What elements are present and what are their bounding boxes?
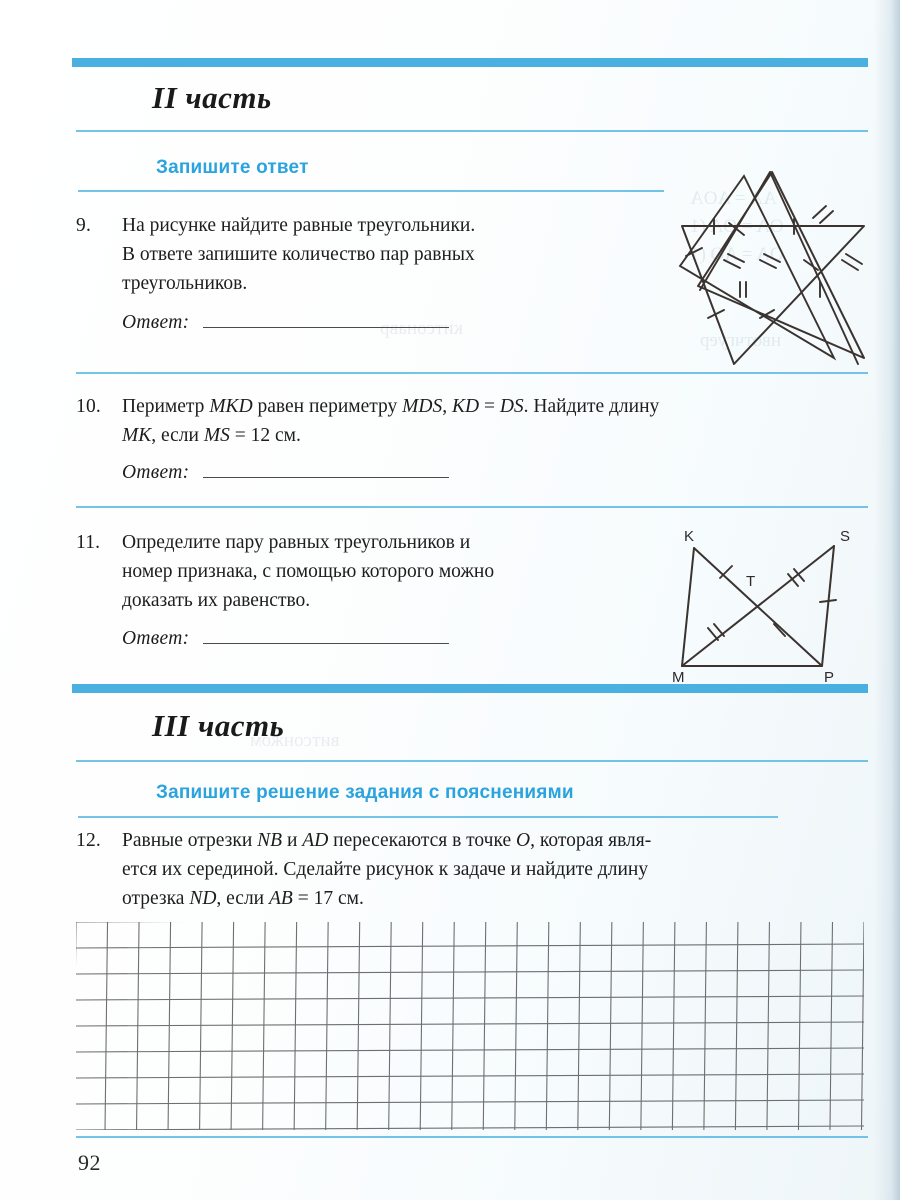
question-9 — [76, 211, 676, 298]
question-10-answer — [122, 462, 449, 484]
part-3-title — [152, 708, 284, 744]
question-9-number: 9. — [76, 215, 92, 236]
part-2-rule-bottom — [78, 190, 664, 192]
part-3-title-word: часть — [197, 708, 285, 743]
question-11-line-1: Определите пару равных треугольников и — [122, 532, 471, 553]
question-9-answer — [122, 312, 449, 334]
question-11-answer — [122, 628, 449, 650]
question-9-text — [122, 211, 475, 298]
question-9-answer-blank[interactable] — [203, 314, 449, 328]
question-12-line-1: Равные отрезки NB и AD пересекаются в точке O, которая явля- — [122, 830, 652, 851]
part-2-title — [152, 80, 272, 116]
figure-ktsp-label-M: M — [672, 669, 685, 684]
question-9-line-2: В ответе запишите количество пар равных — [122, 244, 475, 265]
question-11-answer-label: Ответ: — [122, 628, 190, 649]
part-3-rule-top — [76, 760, 868, 762]
question-11-number: 11. — [76, 532, 101, 553]
part-3-rule-bottom — [78, 816, 778, 818]
question-12-line-3: отрезка ND, если AB = 17 см. — [122, 888, 364, 909]
question-10-line-1: Периметр MKD равен периметру MDS, KD = DS. Найдите длину — [122, 396, 660, 417]
figure-ktsp-label-K: K — [684, 528, 695, 545]
figure-ktsp-label-T: T — [746, 573, 756, 590]
question-11-line-2: номер признака, с помощью которого можно — [122, 561, 495, 582]
part-3-top-bar — [72, 684, 868, 693]
question-11-text — [122, 528, 494, 615]
question-11-answer-blank[interactable] — [203, 630, 449, 644]
question-10-text — [122, 392, 659, 450]
page-number: 92 — [78, 1150, 101, 1175]
answer-grid[interactable] — [76, 922, 864, 1130]
part-2-top-bar — [72, 58, 868, 67]
figure-ktsp-label-S: S — [840, 528, 851, 545]
question-11-line-3: доказать их равенство. — [122, 590, 311, 611]
question-10-separator — [76, 506, 868, 508]
question-12-line-2: ется их серединой. Сделайте рисунок к задаче и найдите длину — [122, 859, 649, 880]
question-9-line-1: На рисунке найдите равные треугольники. — [122, 215, 476, 236]
question-12-number: 12. — [76, 830, 101, 851]
question-9-line-3: треугольников. — [122, 273, 248, 294]
question-10-answer-blank[interactable] — [203, 464, 449, 478]
question-10 — [76, 392, 876, 450]
question-9-separator — [76, 372, 868, 374]
question-12 — [76, 826, 886, 913]
part-2-title-roman: II — [152, 80, 178, 115]
part-3-title-roman: III — [152, 708, 190, 743]
question-11 — [76, 528, 676, 615]
figure-ktsp — [672, 524, 862, 684]
figure-ktsp-label-P: P — [824, 669, 835, 684]
part-2-instruction: Запишите ответ — [156, 157, 309, 178]
part-2-rule-top — [76, 130, 868, 132]
question-9-answer-label: Ответ: — [122, 312, 190, 333]
question-10-answer-label: Ответ: — [122, 462, 190, 483]
figure-star-triangles — [672, 168, 872, 368]
page-bottom-rule — [76, 1136, 868, 1138]
question-12-text — [122, 826, 651, 913]
part-3-instruction: Запишите решение задания с пояснениями — [156, 782, 574, 803]
question-10-line-2: MK, если MS = 12 см. — [122, 425, 301, 446]
part-2-title-word: часть — [185, 80, 272, 115]
question-10-number: 10. — [76, 396, 101, 417]
